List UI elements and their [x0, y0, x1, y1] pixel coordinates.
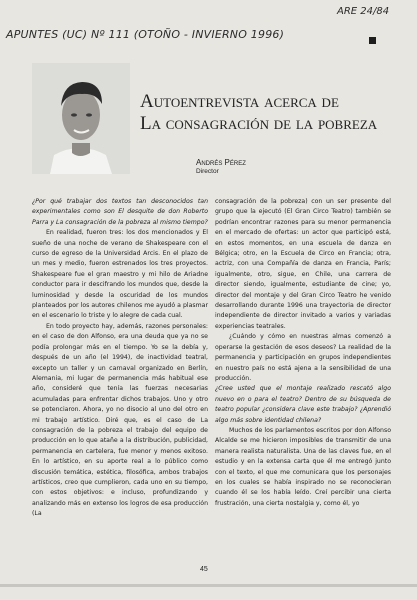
article-title — [140, 91, 395, 135]
body-paragraph: En todo proyecto hay, además, razones personales: en el caso de don Alfonso, era una deuda que ya no se podía prolongar más en el tiempo. Yo se la debía y, después de un año (el 1994), de inactividad teatral, excepto un taller y un carnaval organizado en Berlín, Alemania, mi lugar de permanencia más habitual ese año, consideré que tenía las fuerzas necesarias acumuladas para enfrentar dichos trabajos. Uno y otro se potenciaron. Ahora, yo no disocio al uno del otro en mi trabajo artístico. Diré que, es el caso de La consagración de la pobreza el trabajo del equipo de producción en lo que atañe a la distribución, publicidad, permanencia en cartelera, fue menor y menos exitoso. En lo artístico, en su aporte real a lo público como discusión temática, estética, filosófica, ambos trabajos artísticos, creo que cumplieron, cada uno en su tiempo, con estos objetivos: e incluso, profundizando y analizando más en extenso los logros de esa producción (La — [32, 322, 208, 518]
author-role: Director — [196, 168, 219, 175]
page-number: 45 — [200, 566, 208, 573]
author-photo — [32, 63, 130, 174]
question-paragraph: ¿Cree usted que el montaje realizado rescató algo nuevo en o para el teatro? Dentro de su búsqueda de teatro popular ¿considera clave este trabajo? ¿Aprendió algo más sobre identidad chilena? — [215, 385, 391, 424]
title-line-2: La consagración de la pobreza — [140, 113, 378, 134]
left-column — [32, 197, 208, 520]
archive-stamp: ARE 24/84 — [337, 6, 390, 17]
question-paragraph: ¿Por qué trabajar dos textos tan desconocidos tan experimentales como son El desquite de don Roberto Parra y La consagración de la pobreza al mismo tiempo? — [32, 198, 208, 226]
author-name: Andrés Pérez — [196, 158, 246, 167]
body-paragraph: consagración de la pobreza) con un ser presente del grupo que la ejecutó (El Gran Circo Teatro) también se podrían encontrar razones para su menor permanencia en el mercado de ofertas: un actor que participó está, en estos momentos, en una escuela de danza en Bélgica; otro, en la Escuela de Circo en Francia; otra, actriz, con una Compañía de danza en Francia, París; igualmente, otro, sigue, en Chile, una carrera de director siendo, igualmente, estudiante de cine; yo, director del montaje y del Gran Circo Teatro he venido desarrollando durante 1996 una trayectoria de director independiente de director invitado a varios y variadas experiencias teatrales. — [215, 198, 391, 330]
title-line-1: Autoentrevista acerca de — [140, 91, 339, 112]
body-paragraph: ¿Cuándo y cómo en nuestras almas comenzó a operarse la gestación de esos deseos? La realidad de la permanencia y participación en grupos independientes en nuestro país no está ajena a la sensibilidad de una producción. — [215, 333, 391, 382]
body-paragraph: En realidad, fueron tres: los dos mencionados y El sueño de una noche de verano de Shakespeare con el curso de egreso de la Universidad Arcis. En el plazo de un mes y medio, fueron estrenados los tres proyectos. Shakespeare fue el gran maestro y mi hilo de Ariadne conductor para ir descifrando los mundos que, desde la luminosidad y desde la oscuridad de los mundos planteados por los autores chilenos me ayudó a plasmar en el escenario lo triste y lo alegre de cada cual. — [32, 229, 208, 320]
right-column — [215, 197, 391, 509]
bottom-edge — [0, 584, 417, 587]
body-paragraph: Muchos de los parlamentos escritos por don Alfonso Alcalde se me hicieron imposibles de transmitir de una manera realista naturalista. Una de las claves fue, en el estudio y en la extensa carta que él me entregó junto con el texto, el que me comunicara que los personajes en los cuales se había inspirado no se reconocieran cuando él se los había leído. Creí percibir una cierta frustración, una cierta nostalgia y, como él, yo — [215, 426, 391, 507]
handwritten-header: APUNTES (UC) Nº 111 (OTOÑO - INVIERNO 1996) — [6, 28, 285, 41]
black-square-mark — [369, 37, 376, 44]
